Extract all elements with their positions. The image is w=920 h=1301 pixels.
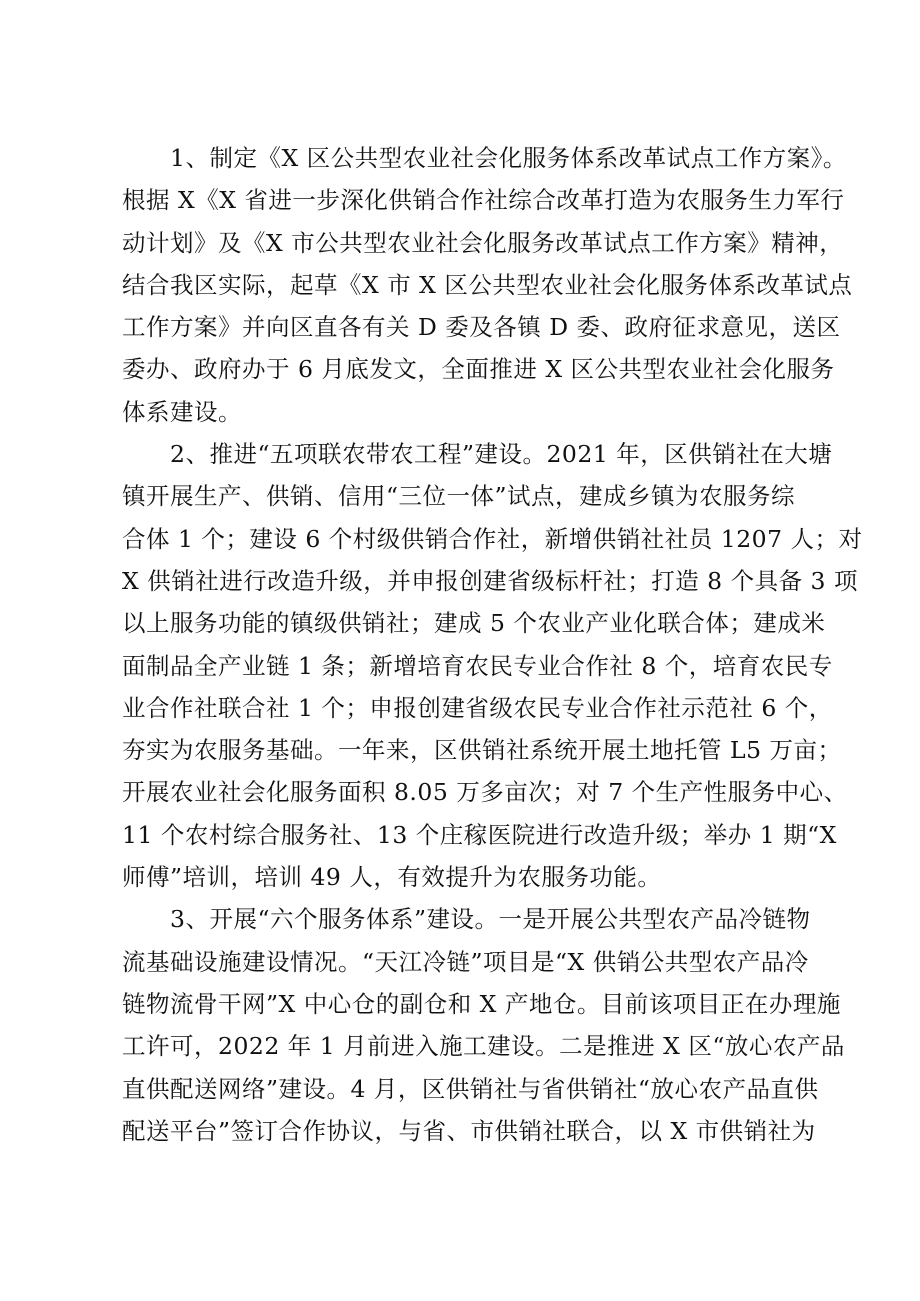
text-line: 2、推进“五项联农带农工程”建设。2021 年，区供销社在大塘 bbox=[122, 440, 833, 469]
text-line: 流基础设施建设情况。“天江冷链”项目是“X 供销公共型农产品冷 bbox=[122, 947, 809, 976]
text-line: 根据 X《X 省进一步深化供销合作社综合改革打造为农服务生力军行 bbox=[122, 186, 845, 215]
text-line: 直供配送网络”建设。4 月，区供销社与省供销社“放心农产品直供 bbox=[122, 1074, 819, 1103]
text-line: 11 个农村综合服务社、13 个庄稼医院进行改造升级；举办 1 期“X bbox=[122, 820, 837, 849]
text-line: 动计划》及《X 市公共型农业社会化服务改革试点工作方案》精神， bbox=[122, 228, 844, 257]
text-line: 工作方案》并向区直各有关 D 委及各镇 D 委、政府征求意见，送区 bbox=[122, 313, 841, 342]
paragraph-3 bbox=[122, 898, 845, 1152]
text-line: 链物流骨干网”X 中心仓的副仓和 X 产地仓。目前该项目正在办理施 bbox=[122, 989, 841, 1018]
text-line: 1、制定《X 区公共型农业社会化服务体系改革试点工作方案》。 bbox=[122, 144, 847, 172]
text-line: 体系建设。 bbox=[122, 397, 242, 426]
text-line: 配送平台”签订合作协议，与省、市供销社联合，以 X 市供销社为 bbox=[122, 1116, 816, 1145]
paragraph-1 bbox=[122, 137, 853, 433]
text-line: 3、开展“六个服务体系”建设。一是开展公共型农产品冷链物 bbox=[122, 905, 811, 934]
text-line: 业合作社联合社 1 个；申报创建省级农民专业合作社示范社 6 个， bbox=[122, 693, 833, 722]
text-line: 合体 1 个；建设 6 个村级供销合作社，新增供销社社员 1207 人；对 bbox=[122, 524, 863, 553]
document-body bbox=[122, 137, 863, 1152]
text-line: 工许可，2022 年 1 月前进入施工建设。二是推进 X 区“放心农产品 bbox=[122, 1032, 845, 1061]
text-line: 师傅”培训，培训 49 人，有效提升为农服务功能。 bbox=[122, 863, 662, 892]
text-line: 面制品全产业链 1 条；新增培育农民专业合作社 8 个，培育农民专 bbox=[122, 651, 833, 680]
text-line: 开展农业社会化服务面积 8.05 万多亩次；对 7 个生产性服务中心、 bbox=[122, 778, 848, 807]
text-line: 委办、政府办于 6 月底发文，全面推进 X 区公共型农业社会化服务 bbox=[122, 355, 835, 384]
text-line: X 供销社进行改造升级，并申报创建省级标杆社；打造 8 个具备 3 项 bbox=[122, 566, 858, 595]
text-line: 夯实为农服务基础。一年来，区供销社系统开展土地托管 L5 万亩； bbox=[122, 736, 842, 765]
text-line: 结合我区实际，起草《X 市 X 区公共型农业社会化服务体系改革试点 bbox=[122, 270, 853, 299]
paragraph-2 bbox=[122, 433, 863, 898]
text-line: 以上服务功能的镇级供销社；建成 5 个农业产业化联合体；建成米 bbox=[122, 609, 826, 638]
text-line: 镇开展生产、供销、信用“三位一体”试点，建成乡镇为农服务综 bbox=[122, 482, 796, 511]
